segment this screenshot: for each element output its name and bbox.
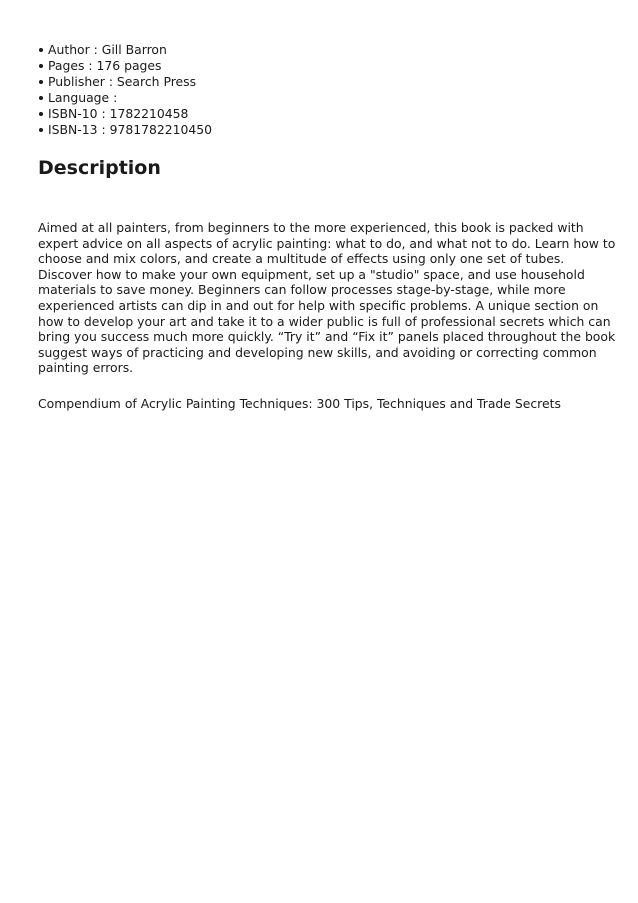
bullet-icon (39, 128, 43, 132)
description-heading: Description (38, 157, 161, 179)
isbn13-text: ISBN-13 : 9781782210450 (48, 122, 213, 137)
list-item-pages (38, 58, 618, 74)
bullet-icon (39, 64, 43, 68)
book-title-line: Compendium of Acrylic Painting Techniques: 300 Tips, Techniques and Trade Secrets (38, 396, 561, 411)
list-item-publisher (38, 74, 618, 90)
language-text: Language : (48, 90, 118, 105)
document-page (38, 42, 618, 411)
description-body: Aimed at all painters, from beginners to the more experienced, this book is packed with expert advice on all aspects of acrylic painting: what to do, and what not to do. Learn how to choose and mix colors, and create a multitude of effects using only one set of tubes. Discover how to make your own equipment, set up a "studio" space, and use household materials to save money. Beginners can follow processes stage-by-stage, while more experienced artists can dip in and out for help with specific problems. A unique section on how to develop your art and take it to a wider public is full of professional secrets which can bring you success much more quickly. “Try it” and “Fix it” panels placed throughout the book suggest ways of practicing and developing new skills, and avoiding or correcting common painting errors. (38, 220, 616, 376)
list-item-isbn10 (38, 106, 618, 122)
publisher-text: Publisher : Search Press (48, 74, 197, 89)
list-item-isbn13 (38, 122, 618, 138)
bullet-icon (39, 96, 43, 100)
bullet-icon (39, 80, 43, 84)
author-text: Author : Gill Barron (48, 42, 167, 57)
list-item-author (38, 42, 618, 58)
isbn10-text: ISBN-10 : 1782210458 (48, 106, 189, 121)
book-details-list (38, 42, 618, 138)
bullet-icon (39, 48, 43, 52)
pages-text: Pages : 176 pages (48, 58, 162, 73)
list-item-language (38, 90, 618, 106)
bullet-icon (39, 112, 43, 116)
